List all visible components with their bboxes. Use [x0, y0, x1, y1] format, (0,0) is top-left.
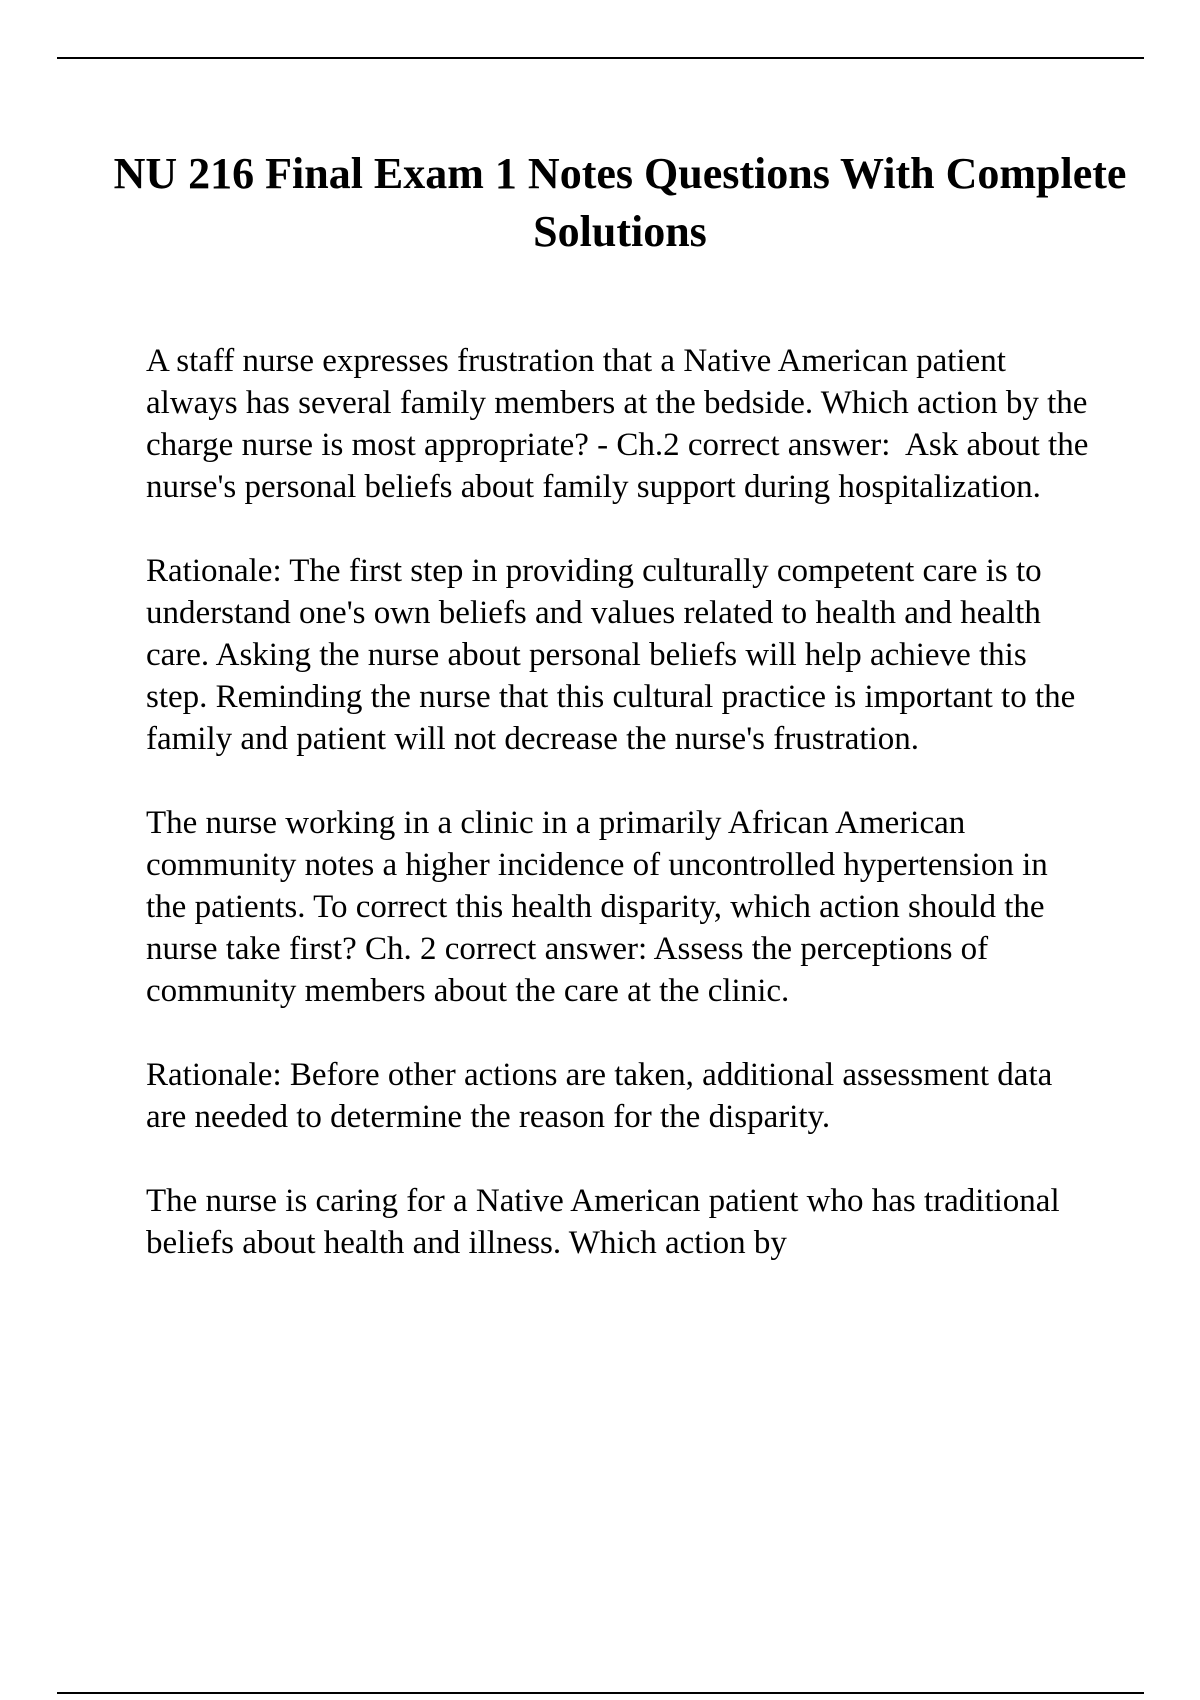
bottom-rule: [57, 1692, 1144, 1694]
document-body: [146, 340, 1097, 1306]
rationale-2-text: Rationale: Before other actions are taken, additional assessment data are needed to determine the reason for the disparity.: [146, 1057, 1061, 1135]
question-2-text: The nurse working in a clinic in a primarily African American community notes a higher incidence of uncontrolled hypertension in the patients. To correct this health disparity, which action should the nurse take first? Ch. 2 correct answer: Assess the perceptions of community members about the care at the clinic.: [146, 805, 1057, 1009]
page-title: NU 216 Final Exam 1 Notes Questions With Complete Solutions: [113, 149, 1127, 256]
question-3-text: The nurse is caring for a Native American patient who has traditional beliefs about health and illness. Which action by: [146, 1183, 1068, 1261]
rationale-1-text: Rationale: The first step in providing culturally competent care is to understand one's own beliefs and values related to health and health care. Asking the nurse about personal beliefs will help achieve this step. Reminding the nurse that this cultural practice is important to the family and patient will not decrease the nurse's frustration.: [146, 553, 1084, 757]
top-rule: [57, 57, 1144, 59]
question-1-text: A staff nurse expresses frustration that a Native American patient always has several family members at the bedside. Which action by the charge nurse is most appropriate? - Ch.2 correct answer: Ask about the nurse's personal beliefs about family support during hospitalization.: [146, 343, 1097, 505]
